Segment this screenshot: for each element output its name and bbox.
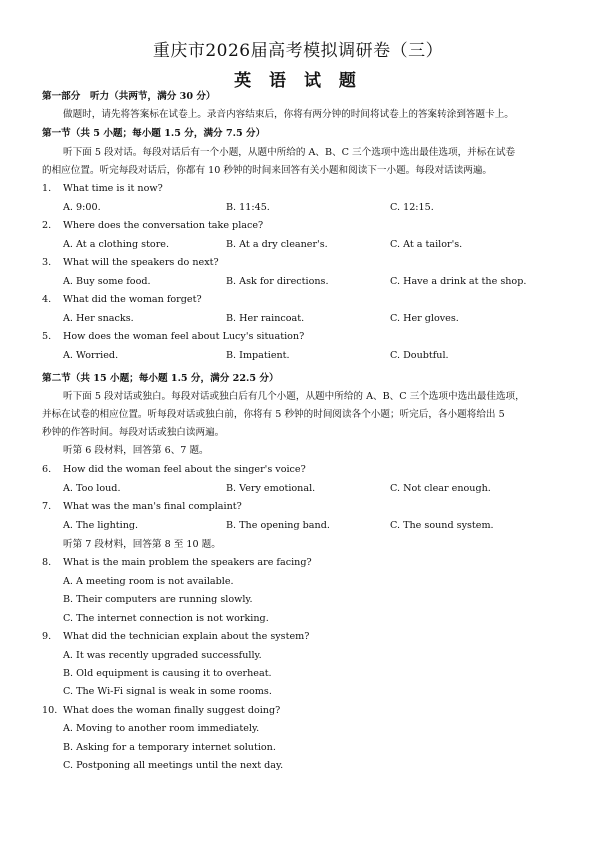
subject-title: 英 语 试 题	[234, 71, 362, 91]
question-number: 2.	[42, 220, 52, 231]
option-c: C. Her gloves.	[390, 313, 459, 324]
question-text: How did the woman feel about the singer's voice?	[63, 464, 306, 475]
question-text: What did the woman forget?	[63, 294, 202, 305]
question-number: 10.	[42, 705, 58, 716]
question-number: 7.	[42, 501, 52, 512]
question-text: What does the woman finally suggest doing?	[63, 705, 281, 716]
section2-heading: 第二节（共 15 小题；每小题 1.5 分，满分 22.5 分）	[42, 373, 279, 384]
exam-title: 重庆市2026届高考模拟调研卷（三）	[152, 41, 444, 61]
option-c: C. Postponing all meetings until the next day.	[63, 760, 284, 771]
option-c: C. Not clear enough.	[390, 483, 491, 494]
option-b: B. Ask for directions.	[226, 276, 329, 287]
option-c: C. Doubtful.	[390, 350, 449, 361]
question-text: What did the technician explain about the system?	[63, 631, 310, 642]
option-c: C. 12:15.	[390, 202, 434, 213]
question-number: 3.	[42, 257, 52, 268]
section1-instruction-line2: 的相应位置。听完每段对话后，你都有 10 秒钟的时间来回答有关小题和阅读下一小题。每段对话读两遍。	[42, 165, 493, 176]
option-b: B. Their computers are running slowly.	[63, 594, 253, 605]
option-a: A. Her snacks.	[63, 313, 134, 324]
option-c: C. Have a drink at the shop.	[390, 276, 527, 287]
section1-heading: 第一节（共 5 小题；每小题 1.5 分，满分 7.5 分）	[42, 128, 266, 139]
question-text: What is the main problem the speakers are facing?	[63, 557, 312, 568]
option-b: B. Old equipment is causing it to overheat.	[63, 668, 272, 679]
part1-heading: 第一部分 听力（共两节，满分 30 分）	[42, 91, 216, 102]
question-number: 8.	[42, 557, 52, 568]
option-a: A. At a clothing store.	[63, 239, 170, 250]
option-c: C. The Wi-Fi signal is weak in some rooms.	[63, 686, 272, 697]
option-a: A. Too loud.	[63, 483, 121, 494]
part1-instruction: 做题时，请先将答案标在试卷上。录音内容结束后，你将有两分钟的时间将试卷上的答案转涂到答题卡上。	[63, 109, 514, 120]
option-c: C. At a tailor's.	[390, 239, 463, 250]
option-a: A. Buy some food.	[63, 276, 151, 287]
section2-instruction-line1: 听下面 5 段对话或独白。每段对话或独白后有几个小题，从题中所给的 A、B、C 三个选项中选出最佳选项，	[63, 391, 525, 402]
section2-instruction-line3: 秒钟的作答时间。每段对话或独白读两遍。	[42, 427, 225, 438]
section2-instruction-line2: 并标在试卷的相应位置。听每段对话或独白前，你将有 5 秒钟的时间阅读各个小题；听完后，各小题将给出 5	[42, 409, 505, 420]
question-number: 5.	[42, 331, 52, 342]
option-c: C. The internet connection is not working.	[63, 613, 269, 624]
section1-instruction-line1: 听下面 5 段对话。每段对话后有一个小题，从题中所给的 A、B、C 三个选项中选出最佳选项，并标在试卷	[63, 147, 516, 158]
option-b: B. The opening band.	[226, 520, 330, 531]
option-a: A. Worried.	[63, 350, 119, 361]
question-number: 4.	[42, 294, 52, 305]
question-text: How does the woman feel about Lucy's situation?	[63, 331, 305, 342]
question-text: What was the man's final complaint?	[63, 501, 242, 512]
question-number: 1.	[42, 183, 52, 194]
option-b: B. 11:45.	[226, 202, 270, 213]
material-6-note: 听第 6 段材料，回答第 6、7 题。	[63, 445, 209, 456]
question-text: Where does the conversation take place?	[63, 220, 264, 231]
option-b: B. Asking for a temporary internet solution.	[63, 742, 276, 753]
option-a: A. Moving to another room immediately.	[63, 723, 260, 734]
option-c: C. The sound system.	[390, 520, 494, 531]
option-a: A. The lighting.	[63, 520, 139, 531]
option-b: B. Very emotional.	[226, 483, 316, 494]
question-text: What will the speakers do next?	[63, 257, 219, 268]
question-number: 9.	[42, 631, 52, 642]
material-7-note: 听第 7 段材料，回答第 8 至 10 题。	[63, 539, 221, 550]
option-a: A. 9:00.	[63, 202, 101, 213]
option-b: B. Her raincoat.	[226, 313, 305, 324]
question-text: What time is it now?	[63, 183, 163, 194]
option-a: A. A meeting room is not available.	[63, 576, 234, 587]
option-b: B. At a dry cleaner's.	[226, 239, 328, 250]
option-b: B. Impatient.	[226, 350, 290, 361]
question-number: 6.	[42, 464, 52, 475]
option-a: A. It was recently upgraded successfully.	[63, 650, 262, 661]
